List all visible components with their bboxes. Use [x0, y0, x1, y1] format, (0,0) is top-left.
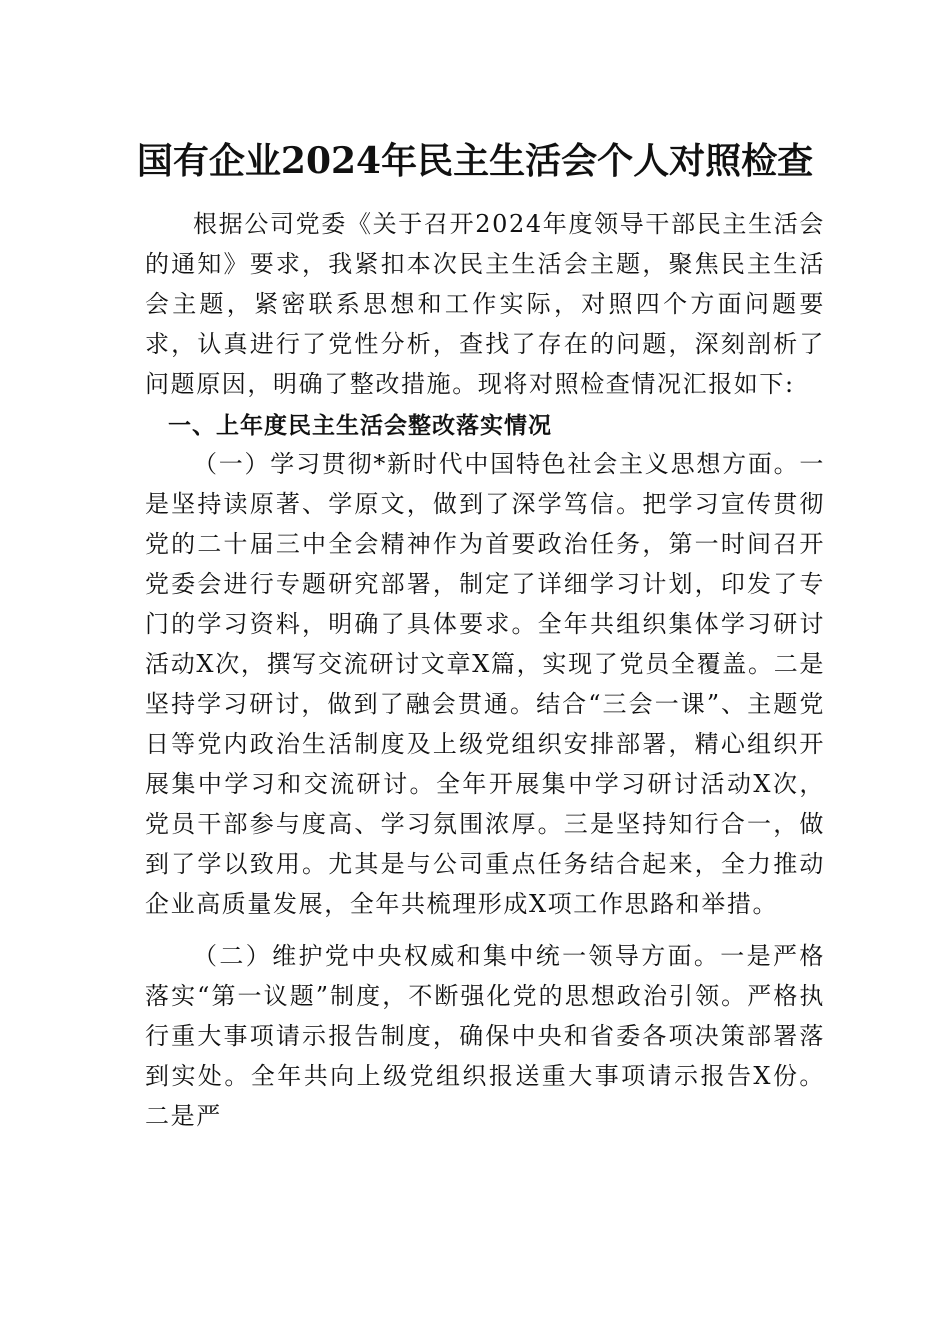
document-title: 国有企业2024年民主生活会个人对照检查: [136, 140, 814, 182]
section-heading: 一、上年度民主生活会整改落实情况: [168, 413, 552, 439]
intro-paragraph: 根据公司党委《关于召开2024年度领导干部民主生活会的通知》要求，我紧扣本次民主生活会主题，聚焦民主生活会主题，紧密联系思想和工作实际，对照四个方面问题要求，认真进行了党性分析，查找了存在的问题，深刻剖析了问题原因，明确了整改措施。现将对照检查情况汇报如下:: [145, 210, 825, 398]
document-body: [145, 204, 825, 1136]
body-paragraph: （一）学习贯彻*新时代中国特色社会主义思想方面。一是坚持读原著、学原文，做到了深学笃信。把学习宣传贯彻党的二十届三中全会精神作为首要政治任务，第一时间召开党委会进行专题研究部署，制定了详细学习计划，印发了专门的学习资料，明确了具体要求。全年共组织集体学习研讨活动X次，撰写交流研讨文章X篇，实现了党员全覆盖。二是坚持学习研讨，做到了融会贯通。结合“三会一课”、主题党日等党内政治生活制度及上级党组织安排部署，精心组织开展集中学习和交流研讨。全年开展集中学习研讨活动X次，党员干部参与度高、学习氛围浓厚。三是坚持知行合一，做到了学以致用。尤其是与公司重点任务结合起来，全力推动企业高质量发展，全年共梳理形成X项工作思路和举措。: [145, 450, 825, 918]
body-paragraph: （二）维护党中央权威和集中统一领导方面。一是严格落实“第一议题”制度，不断强化党的思想政治引领。严格执行重大事项请示报告制度，确保中央和省委各项决策部署落到实处。全年共向上级党组织报送重大事项请示报告X份。二是严: [145, 942, 825, 1130]
